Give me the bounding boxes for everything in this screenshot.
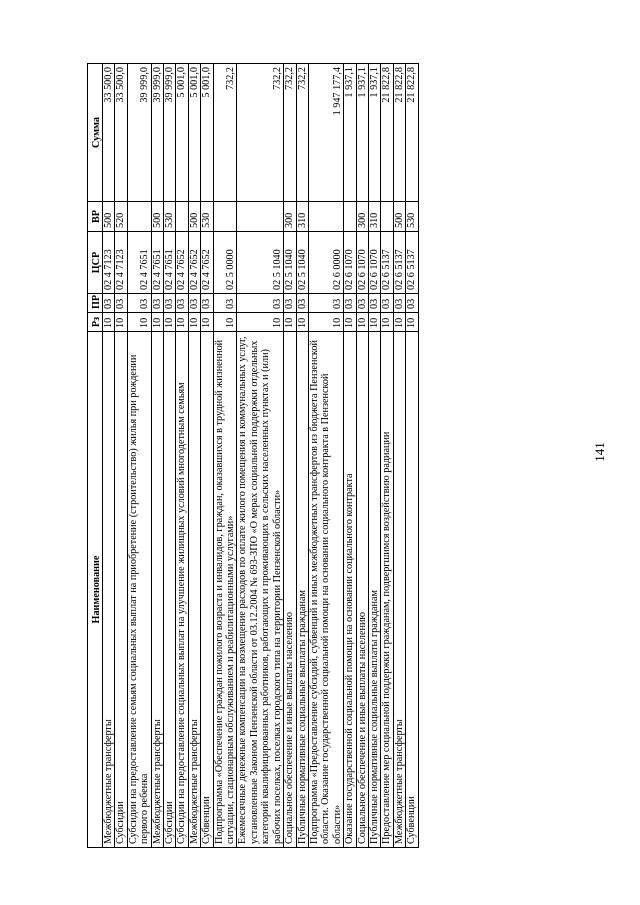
cell-csr: 02 4 7652 — [188, 232, 200, 294]
cell-sum: 732,2 — [284, 64, 296, 202]
cell-vr: 530 — [406, 202, 418, 232]
cell-rz: 10 — [356, 313, 368, 332]
cell-rz: 10 — [344, 313, 356, 332]
cell-vr: 530 — [201, 202, 213, 232]
cell-name: Публичные нормативные социальные выплаты гражданам — [296, 332, 308, 848]
cell-pr: 03 — [296, 294, 308, 313]
cell-vr: 310 — [296, 202, 308, 232]
cell-rz: 10 — [176, 313, 188, 332]
cell-name: Публичные нормативные социальные выплаты гражданам — [368, 332, 380, 848]
cell-vr: 300 — [356, 202, 368, 232]
cell-sum: 33 500,0 — [115, 64, 127, 202]
cell-csr: 02 5 0000 — [213, 232, 237, 294]
cell-vr: 500 — [151, 202, 163, 232]
cell-csr: 02 4 7651 — [164, 232, 176, 294]
cell-name: Социальное обеспечение и иные выплаты населению — [284, 332, 296, 848]
table-row — [284, 64, 296, 848]
cell-sum: 732,2 — [213, 64, 237, 202]
cell-pr: 03 — [151, 294, 163, 313]
cell-vr: 520 — [115, 202, 127, 232]
cell-vr: 500 — [103, 202, 115, 232]
cell-vr — [213, 202, 237, 232]
cell-rz: 10 — [237, 313, 284, 332]
cell-rz: 10 — [406, 313, 418, 332]
cell-name: Субсидии — [115, 332, 127, 848]
cell-sum: 732,2 — [296, 64, 308, 202]
cell-vr: 500 — [393, 202, 405, 232]
cell-rz: 10 — [393, 313, 405, 332]
cell-sum: 21 822,8 — [381, 64, 393, 202]
cell-pr: 03 — [368, 294, 380, 313]
table-row — [368, 64, 380, 848]
table-row — [381, 64, 393, 848]
cell-pr: 03 — [103, 294, 115, 313]
cell-name: Субвенции — [406, 332, 418, 848]
table-row — [103, 64, 115, 848]
cell-csr: 02 5 1040 — [237, 232, 284, 294]
cell-name: Субсидии на предоставление семьям социальных выплат на приобретение (строительство) жилья при рождении первого ребенка — [127, 332, 151, 848]
table-row — [393, 64, 405, 848]
header-name: Наименование — [88, 332, 103, 848]
budget-table — [87, 63, 419, 848]
cell-rz: 10 — [296, 313, 308, 332]
cell-vr — [381, 202, 393, 232]
cell-sum: 39 999,0 — [164, 64, 176, 202]
cell-pr: 03 — [201, 294, 213, 313]
cell-sum: 39 999,0 — [151, 64, 163, 202]
table-row — [176, 64, 188, 848]
cell-vr — [308, 202, 343, 232]
cell-rz: 10 — [201, 313, 213, 332]
cell-rz: 10 — [188, 313, 200, 332]
table-row — [237, 64, 284, 848]
cell-rz: 10 — [115, 313, 127, 332]
header-pr: ПР — [88, 294, 103, 313]
rotated-page-content — [87, 64, 547, 848]
cell-vr — [237, 202, 284, 232]
cell-csr: 02 5 1040 — [296, 232, 308, 294]
cell-pr: 03 — [213, 294, 237, 313]
cell-pr: 03 — [308, 294, 343, 313]
cell-name: Субсидии — [164, 332, 176, 848]
cell-rz: 10 — [151, 313, 163, 332]
cell-rz: 10 — [308, 313, 343, 332]
table-row — [201, 64, 213, 848]
table-row — [188, 64, 200, 848]
cell-rz: 10 — [127, 313, 151, 332]
cell-pr: 03 — [356, 294, 368, 313]
cell-pr: 03 — [164, 294, 176, 313]
cell-sum: 1 937,1 — [344, 64, 356, 202]
cell-sum: 21 822,8 — [406, 64, 418, 202]
cell-vr: 300 — [284, 202, 296, 232]
cell-csr: 02 5 1040 — [284, 232, 296, 294]
cell-vr: 500 — [188, 202, 200, 232]
cell-pr: 03 — [406, 294, 418, 313]
cell-name: Предоставление мер социальной поддержки гражданам, подвергшимся воздействию радиации — [381, 332, 393, 848]
cell-vr: 310 — [368, 202, 380, 232]
cell-name: Межбюджетные трансферты — [103, 332, 115, 848]
cell-name: Межбюджетные трансферты — [393, 332, 405, 848]
cell-name: Социальное обеспечение и иные выплаты населению — [356, 332, 368, 848]
cell-rz: 10 — [213, 313, 237, 332]
cell-name: Межбюджетные трансферты — [151, 332, 163, 848]
cell-pr: 03 — [284, 294, 296, 313]
header-vr: ВР — [88, 202, 103, 232]
cell-sum: 1 937,1 — [368, 64, 380, 202]
cell-rz: 10 — [284, 313, 296, 332]
cell-sum: 1 947 177,4 — [308, 64, 343, 202]
cell-csr: 02 4 7651 — [151, 232, 163, 294]
cell-name: Субвенции — [201, 332, 213, 848]
cell-pr: 03 — [381, 294, 393, 313]
table-row — [344, 64, 356, 848]
cell-csr: 02 4 7123 — [103, 232, 115, 294]
cell-csr: 02 6 1070 — [344, 232, 356, 294]
cell-name: Оказание государственной социальной помощи на основании социального контракта — [344, 332, 356, 848]
cell-vr — [127, 202, 151, 232]
cell-csr: 02 4 7652 — [201, 232, 213, 294]
cell-rz: 10 — [103, 313, 115, 332]
cell-csr: 02 6 0000 — [308, 232, 343, 294]
table-row — [406, 64, 418, 848]
cell-pr: 03 — [127, 294, 151, 313]
cell-pr: 03 — [176, 294, 188, 313]
cell-name: Подпрограмма «Обеспечение граждан пожилого возраста и инвалидов, граждан, оказавшихся в трудной жизненной ситуации, стационарным обслуживанием и реабилитационными услугами» — [213, 332, 237, 848]
cell-name: Подпрограмма «Предоставление субсидий, субвенций и иных межбюджетных трансфертов из бюджета Пензенской области. Оказание государственной социальной помощи на основании социального контракта в Пензенской области» — [308, 332, 343, 848]
cell-sum: 21 822,8 — [393, 64, 405, 202]
cell-vr: 530 — [164, 202, 176, 232]
cell-csr: 02 4 7123 — [115, 232, 127, 294]
table-row — [296, 64, 308, 848]
cell-rz: 10 — [164, 313, 176, 332]
cell-vr — [344, 202, 356, 232]
cell-sum: 39 999,0 — [127, 64, 151, 202]
cell-sum: 1 937,1 — [356, 64, 368, 202]
cell-pr: 03 — [393, 294, 405, 313]
cell-csr: 02 6 1070 — [368, 232, 380, 294]
cell-sum: 5 001,0 — [188, 64, 200, 202]
cell-pr: 03 — [237, 294, 284, 313]
header-csr: ЦСР — [88, 232, 103, 294]
cell-sum: 5 001,0 — [201, 64, 213, 202]
table-row — [151, 64, 163, 848]
cell-vr — [176, 202, 188, 232]
cell-pr: 03 — [115, 294, 127, 313]
cell-csr: 02 6 5137 — [406, 232, 418, 294]
cell-rz: 10 — [381, 313, 393, 332]
cell-name: Ежемесячные денежные компенсации на возмещение расходов по оплате жилого помещения и коммунальных услуг, установленные Законом Пензенской области от 03.12.2004 № 693-ЗПО «О мерах социальной поддержки отдельных категорий квалифицированных работников, работающих и проживающих в сельских населенных пунктах и (или) рабочих поселках, поселках городского типа на территории Пензенской области» — [237, 332, 284, 848]
header-sum: Сумма — [88, 64, 103, 202]
table-row — [115, 64, 127, 848]
cell-csr: 02 4 7651 — [127, 232, 151, 294]
cell-csr: 02 6 1070 — [356, 232, 368, 294]
table-row — [213, 64, 237, 848]
cell-csr: 02 4 7652 — [176, 232, 188, 294]
header-rz: Рз — [88, 313, 103, 332]
table-row — [127, 64, 151, 848]
cell-pr: 03 — [188, 294, 200, 313]
table-row — [308, 64, 343, 848]
cell-sum: 33 500,0 — [103, 64, 115, 202]
cell-csr: 02 6 5137 — [393, 232, 405, 294]
table-header-row — [88, 64, 103, 848]
cell-sum: 732,2 — [237, 64, 284, 202]
cell-rz: 10 — [368, 313, 380, 332]
table-row — [164, 64, 176, 848]
cell-name: Межбюджетные трансферты — [188, 332, 200, 848]
cell-csr: 02 6 5137 — [381, 232, 393, 294]
page-number: 141 — [592, 442, 607, 462]
cell-name: Субсидии на предоставление социальных выплат на улучшение жилищных условий многодетным семьям — [176, 332, 188, 848]
table-row — [356, 64, 368, 848]
cell-sum: 5 001,0 — [176, 64, 188, 202]
cell-pr: 03 — [344, 294, 356, 313]
